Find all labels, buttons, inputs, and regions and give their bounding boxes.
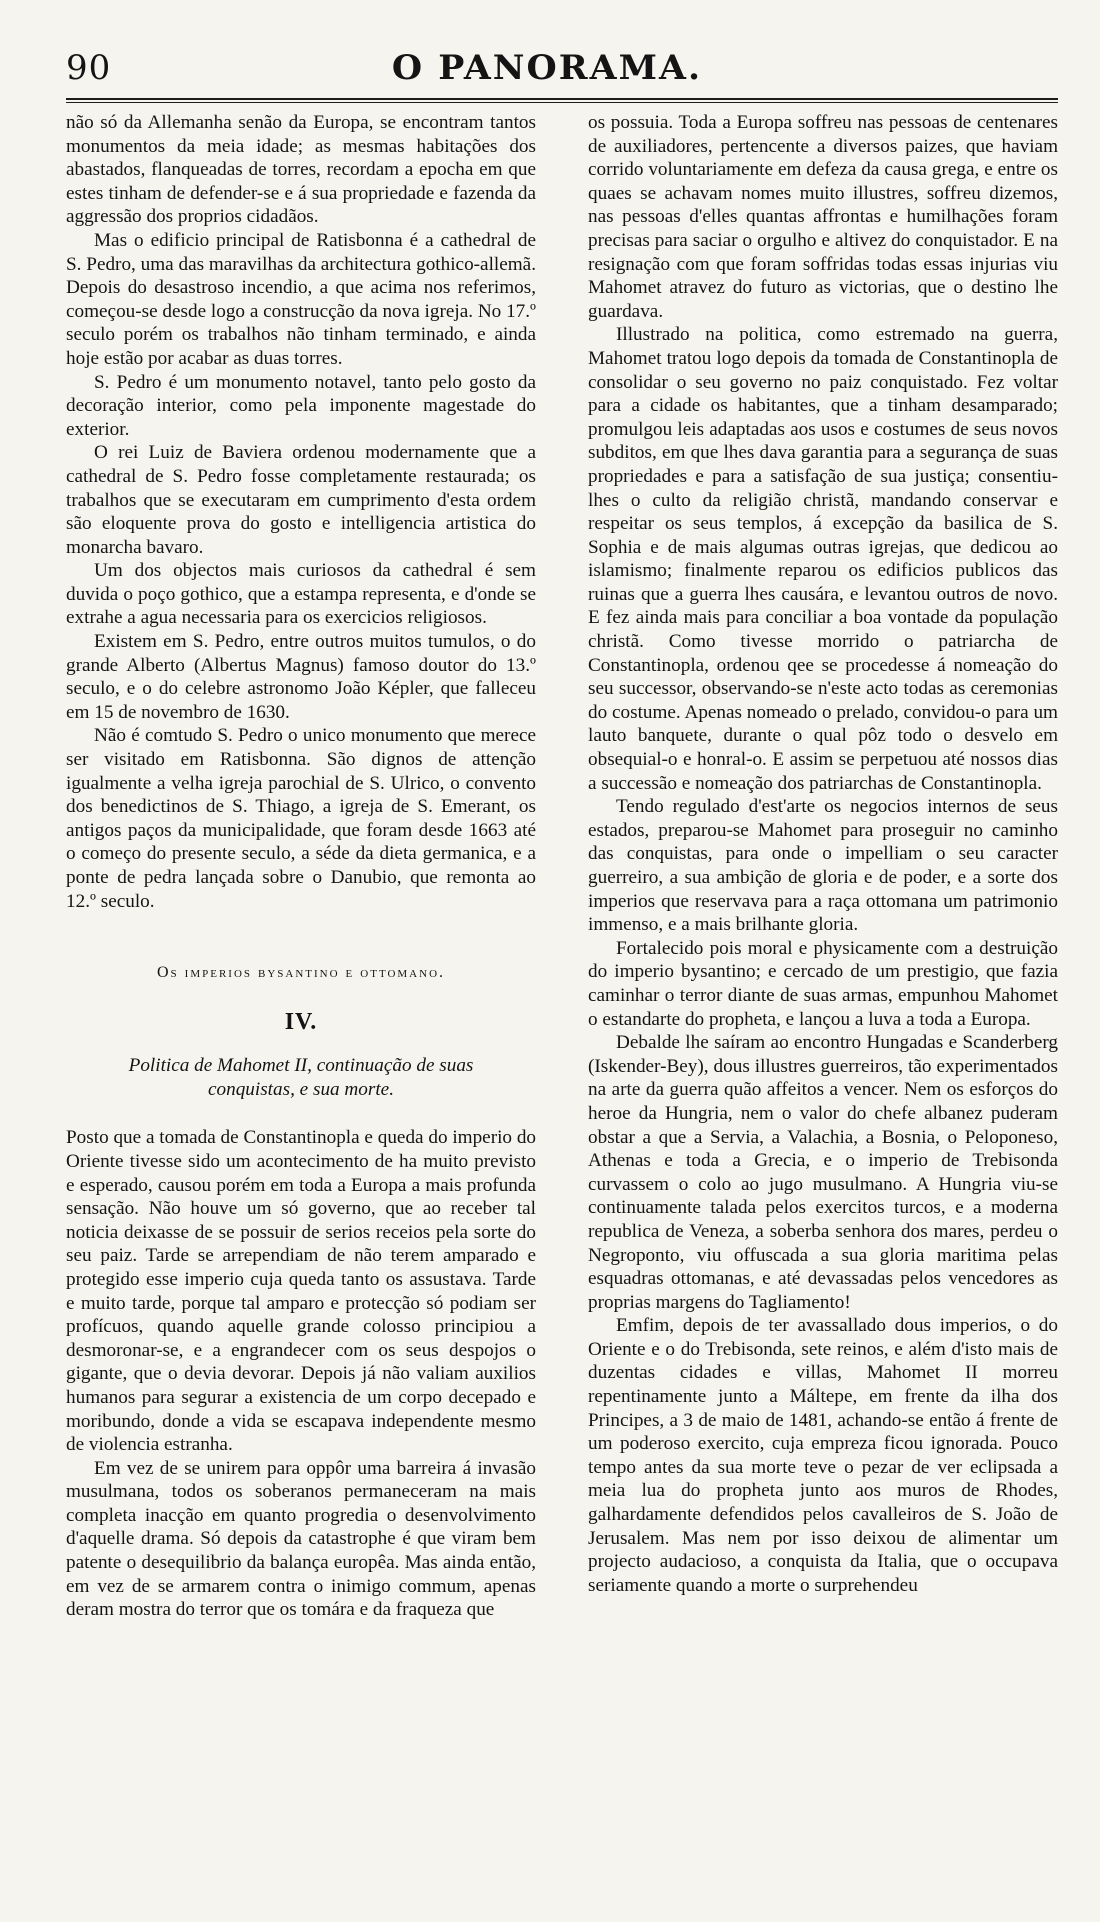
paragraph: Tendo regulado d'est'arte os negocios internos de seus estados, preparou-se Mahomet para proseguir no caminho das conquistas, para onde o impelliam o seu caracter guerreiro, a sua ambição de gloria e de poder, e a sorte dos imperios que reservava para a raça ottomana um patrimonio immenso, e a mais brilhante gloria.: [588, 796, 1058, 936]
section-numeral: IV.: [284, 1008, 318, 1035]
paragraph: Mas o edificio principal de Ratisbonna é a cathedral de S. Pedro, uma das maravilhas da architectura gothico-allemã. Depois do desastroso incendio, a que acima nos referimos, começou-se desde logo a construcção da nova igreja. No 17.º seculo porém os trabalhos não tinham terminado, e ainda hoje estão por acabar as duas torres.: [66, 229, 537, 369]
section-title: Os imperios bysantino e ottomano.: [156, 964, 446, 982]
right-column: [588, 111, 1058, 1622]
masthead-title: O PANORAMA.: [391, 48, 703, 88]
paragraph: Illustrado na politica, como estremado na guerra, Mahomet tratou logo depois da tomada de Constantinopla de consolidar o seu governo no paiz conquistado. Fez voltar para a cidade os habitantes, que a tinham desamparado; promulgou leis adaptadas aos usos e costumes de seus novos subditos, em que lhes dava garantia para a segurança de suas propriedades e para a satisfação de sua justiça; consentiu-lhes o culto da religião christã, mandando conservar e respeitar os seus templos, á excepção da basilica de S. Sophia e de mais algumas outras igrejas, que dedicou ao islamismo; finalmente reparou os edificios publicos das ruinas que a guerra lhes causára, e levantou outros de novo. E fez ainda mais para conciliar a boa vontade da população christã. Como tivesse morrido o patriarcha de Constantinopla, ordenou qee se procedesse á nomeação do seu successor, observando-se n'este acto todas as ceremonias do costume. Apenas nomeado o prelado, convidou-o para um lauto banquete, durante o qual pôz todo o desvelo em obsequial-o e honral-o. E assim se perpetuou até nossos dias a successão e nomeação dos patriarchas de Constantinopla.: [588, 324, 1058, 794]
paragraph: Fortalecido pois moral e physicamente com a destruição do imperio bysantino; e cercado de um prestigio, que fazia caminhar o terror diante de suas armas, empunhou Mahomet o estandarte do propheta, e lançou a luva a toda a Europa.: [588, 937, 1058, 1030]
paragraph: Existem em S. Pedro, entre outros muitos tumulos, o do grande Alberto (Albertus Magnus) famoso doutor do 13.º seculo, e o do celebre astronomo João Képler, que falleceu em 15 de novembro de 1630.: [66, 631, 536, 723]
paragraph: os possuia. Toda a Europa soffreu nas pessoas de centenares de auxiliadores, pertencente a diversos paizes, que haviam corrido voluntariamente em defeza da causa grega, e entre os quaes se achavam nomes muito illustres, soffreu dizemos, nas pessoas d'elles quantas affrontas e humilhações foram precisas para saciar o orgulho e altivez do conquistador. E na resignação com que foram soffridas todas essas injurias viu Mahomet atravez do futuro as victorias, que o destino lhe guardava.: [588, 112, 1058, 322]
paragraph: Não é comtudo S. Pedro o unico monumento que merece ser visitado em Ratisbonna. São dignos de attenção igualmente a velha igreja parochial de S. Ulrico, o convento dos benedictinos de S. Thiago, a igreja de S. Emerant, os antigos paços da municipalidade, que foram desde 1663 até o começo do presente seculo, a séde da dieta germanica, e a ponte de pedra lançada sobre o Danubio, que remonta ao 12.º seculo.: [66, 725, 536, 912]
header-rule: [66, 98, 1058, 100]
paragraph: Posto que a tomada de Constantinopla e queda do imperio do Oriente tivesse sido um acontecimento de ha muito previsto e esperado, causou porém em toda a Europa a mais profunda sensação. Não houve um só governo, que ao receber tal noticia deixasse de se possuir de serios receios pela sorte do seu paiz. Tarde se arrependiam de não terem amparado e protegido esse imperio cuja queda tanto os assustava. Tarde e muito tarde, porque tal amparo e protecção só podiam ser profícuos, quando aquelle grande colosso principiou a desmoronar-se, e a engrandecer com os seus despojos o gigante, que o devia devorar. Depois já não valiam auxilios humanos para segurar a existencia de um corpo decepado e moribundo, donde a vida se escapava independente mesmo de violencia estranha.: [66, 1127, 537, 1456]
paragraph: não só da Allemanha senão da Europa, se encontram tantos monumentos da meia idade; as mesmas habitações dos abastados, flanqueadas de torres, recordam a epocha em que estes tinham de defender-se e á sua propriedade e fazenda da aggressão dos proprios cidadãos.: [66, 112, 536, 228]
page-number: 90: [66, 48, 112, 88]
left-column: [66, 111, 536, 1622]
section-subtitle: Politica de Mahomet II, continuação de suas conquistas, e sua morte.: [128, 1055, 474, 1101]
paragraph: Um dos objectos mais curiosos da cathedral é sem duvida o poço gothico, que a estampa representa, e d'onde se extrahe a agua necessaria para os exercicios religiosos.: [66, 560, 536, 629]
paragraph: Em vez de se unirem para oppôr uma barreira á invasão musulmana, todos os soberanos permaneceram na mais completa inacção em quanto progredia o desenvolvimento d'aquelle drama. Só depois da catastrophe é que viram bem patente o desequilibrio da balança europêa. Mas ainda então, em vez de se armarem contra o inimigo commum, apenas deram mostra do terror que os tomára e da fraqueza que: [66, 1457, 536, 1621]
paragraph: Emfim, depois de ter avassallado dous imperios, o do Oriente e o do Trebisonda, sete reinos, e além d'isto mais de duzentas cidades e villas, Mahomet II morreu repentinamente junto a Máltepe, em frente da ilha dos Principes, a 3 de maio de 1481, achando-se então á frente de um poderoso exercito, cuja empreza ficou ignorada. Pouco tempo antes da sua morte teve o pezar de ver eclipsada a meia lua do propheta junto aos muros de Rhodes, galhardamente defendidos pelos cavalleiros de S. João de Jerusalem. Mas nem por isso deixou de alimentar um projecto audacioso, a conquista da Italia, que o occupava seriamente quando a morte o surprehendeu: [588, 1315, 1058, 1596]
paragraph: S. Pedro é um monumento notavel, tanto pelo gosto da decoração interior, como pela imponente magestade do exterior.: [66, 371, 536, 440]
header-rule-thin: [66, 102, 1058, 103]
paragraph: Debalde lhe saíram ao encontro Hungadas e Scanderberg (Iskender-Bey), dous illustres guerreiros, tão experimentados na arte da guerra quão affeitos a vencer. Nem os esforços do heroe da Hungria, nem o valor do chefe albanez puderam obstar a que a Servia, a Valachia, a Bosnia, o Peloponeso, Athenas e toda a Grecia, e o imperio de Trebisonda curvassem o colo ao jugo musulmano. A Hungria viu-se continuamente talada pelos exercitos turcos, e a moderna republica de Veneza, a soberba senhora dos mares, perdeu o Negroponto, viu offuscada a sua gloria maritima pelas esquadras ottomanas, e até devassadas pelos vencedores as proprias margens do Tagliamento!: [588, 1032, 1058, 1313]
two-column-body: [66, 111, 1058, 1622]
page-header: [66, 42, 1058, 88]
paragraph: O rei Luiz de Baviera ordenou modernamente que a cathedral de S. Pedro fosse completamente restaurada; os trabalhos que se executaram em cumprimento d'esta ordem são eloquente prova do gosto e intelligencia artistica do monarcha bavaro.: [66, 442, 536, 558]
